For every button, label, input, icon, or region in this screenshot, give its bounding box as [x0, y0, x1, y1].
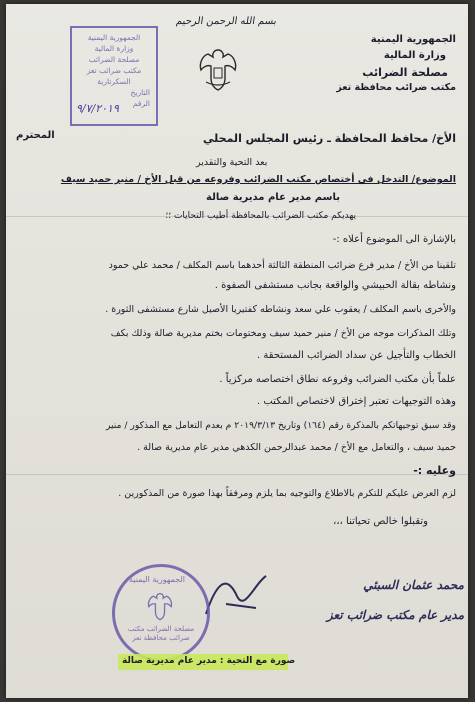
paragraph-previous-1: وقد سبق توجيهاتكم بالمذكرة رقم (١٦٤) وتاريخ ٢٠١٩/٣/١٣ م بعدم التعامل مع المذكور / منير [105, 420, 456, 431]
addressee: الأخ/ محافظ المحافظة ـ رئيس المجلس المحلي [203, 132, 456, 145]
paragraph-request: لزم العرض عليكم للتكرم بالاطلاع والتوجيه بما يلزم ومرفقاً بهذا صورة من المذكورين . [118, 488, 456, 499]
office-round-stamp [112, 564, 210, 662]
signer-title: مدير عام مكتب ضرائب تعز [326, 608, 464, 622]
paragraph-previous-2: حميد سيف ، والتعامل مع الأخ / محمد عبدالرحمن الكدهي مدير عام مديرية صالة . [137, 442, 456, 453]
round-stamp-top: الجمهورية اليمنية [129, 575, 186, 584]
bismillah: بسم الله الرحمن الرحيم [175, 16, 278, 27]
closing: وتقبلوا خالص تحياتنا ،،، [333, 516, 428, 527]
yemen-eagle-emblem-icon [196, 46, 240, 92]
signer-name: محمد عثمان السبئي [363, 578, 464, 592]
stamp-line5: السكرتارية [97, 77, 131, 86]
header-authority: مصلحة الضرائب [362, 66, 448, 79]
header-country: الجمهورية اليمنية [370, 34, 456, 45]
subject-line1: الموضوع/ التدخل في أختصاص مكتب الضرائب وفروعه من قبل الأخ / منير حميد سيف [60, 174, 456, 185]
round-stamp-text: مصلحة الضرائب مكتب ضرائب محافظة تعز [127, 625, 195, 642]
respect-label: المحترم [16, 130, 55, 141]
paragraph-received-1: تلقينا من الأخ / مدير فرع ضرائب المنطقة الثالثة أحدهما باسم المكلف / محمد علي حمود [108, 260, 456, 271]
stamp-line1: الجمهورية اليمنية [87, 33, 141, 42]
paragraph-breach: وهذه التوجيهات تعتبر إختراق لاختصاص المكتب . [257, 396, 456, 407]
round-stamp-emblem-icon [145, 591, 175, 621]
paragraph-other: والأخرى باسم المكلف / يعقوب علي سعد ونشاطه كفتيريا الأصيل شارع مستشفى الثورة . [105, 304, 456, 315]
stamp-line3: مصلحة الضرائب [88, 55, 140, 64]
subject-line2: باسم مدير عام مديرية صالة [206, 192, 340, 203]
header-ministry: وزارة المالية [383, 50, 446, 61]
paragraph-knowing: علماً بأن مكتب الضرائب وفروعه نطاق اختصاصه مركزياً . [219, 374, 456, 385]
stamp-date-label: التاريخ [130, 88, 150, 97]
paragraph-received-2: ونشاطه بقالة الحبيشي والواقعة بجانب مستشفى الصفوة . [214, 280, 456, 291]
paragraph-notes-2: الخطاب والتأجيل عن سداد الضرائب المستحقة . [257, 350, 456, 361]
paragraph-notes-1: وتلك المذكرات موجه من الأخ / منير حميد سيف ومختومات بختم مديرية صالة وذلك بكف [110, 328, 456, 339]
subject-line3: يهديكم مكتب الضرائب بالمحافظة أطيب التحايات ؛؛ [165, 211, 356, 221]
stamp-handwritten-date: ٩/٧/٢٠١٩ [76, 102, 119, 115]
greeting: بعد التحية والتقدير [196, 157, 268, 168]
letter-page [6, 4, 468, 698]
paragraph-reference: بالإشارة الى الموضوع أعلاه :- [332, 234, 456, 245]
header-office: مكتب ضرائب محافظة تعز [336, 82, 456, 93]
paragraph-therefore: وعليه :- [413, 464, 456, 477]
stamp-line2: وزارة المالية [94, 44, 134, 53]
signature-scribble [196, 564, 286, 634]
stamp-line4: مكتب ضرائب تعز [86, 66, 142, 75]
stamp-num-label: الرقم [132, 99, 150, 108]
copy-note: صورة مع التحية : مدير عام مديرية صالة [122, 656, 296, 666]
